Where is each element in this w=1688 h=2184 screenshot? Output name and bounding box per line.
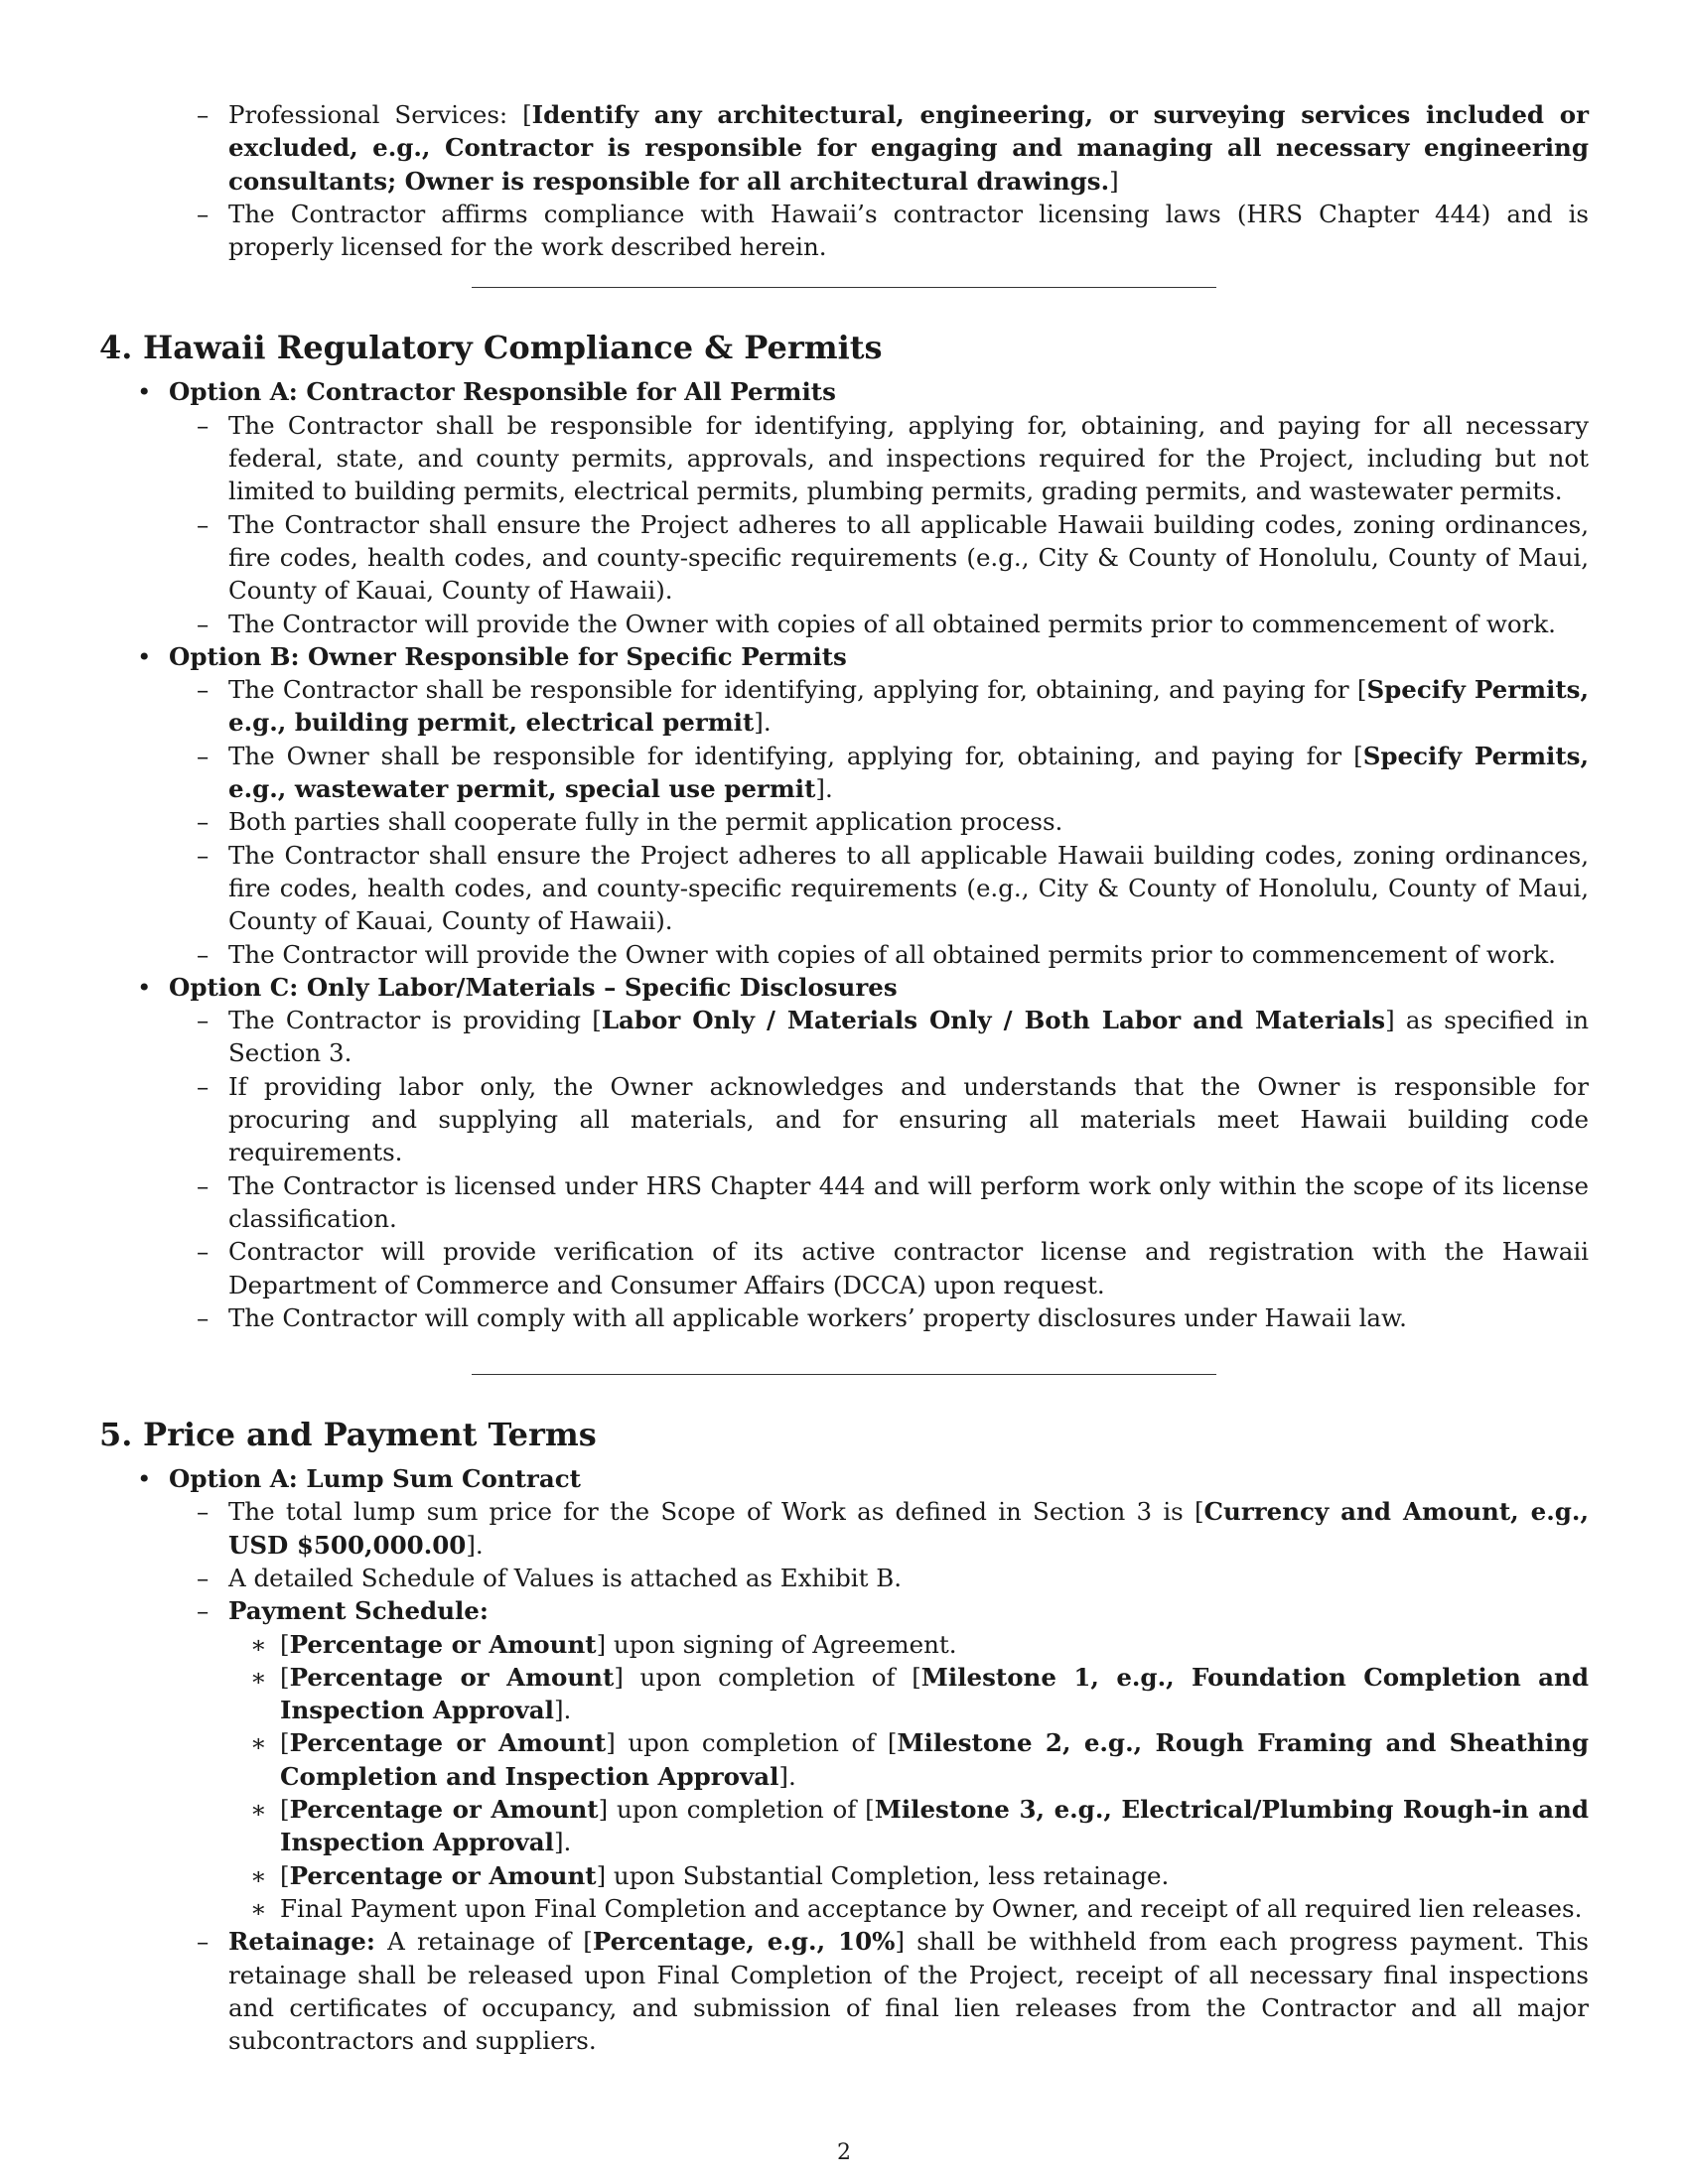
schedule-item: ∗ [Percentage or Amount] upon completion of [Milestone 3, e.g., Electrical/Plumbing Rough-in and Inspection Approval]. [250, 1795, 1590, 1857]
list-item: – The Contractor affirms compliance with Hawaii’s contractor licensing laws (HRS Chapter 444) and is properly licensed for the work described herein. [197, 199, 1589, 262]
divider [472, 287, 1216, 288]
list-item: – Retainage: A retainage of [Percentage, e.g., 10%] shall be withheld from each progress payment. This retainage shall be released upon Final Completion of the Project, receipt of all necessary final inspections and certificates of occupancy, and submission of final lien releases from the Contractor and all major subcontractors and suppliers. [197, 1927, 1589, 2056]
option-item: • Option C: Only Labor/Materials – Specific Disclosures – The Contractor is providing [Labor Only / Materials Only / Both Labor and Materials] as specified in Section 3. – If providing labor only, the Owner acknowledges and understands that the Owner is responsible for procuring and supplying all materials, and for ensuring all materials meet Hawaii building code requirements. – The Contractor is licensed under HRS Chapter 444 and will perform work only within the scope of its license classification. – Contractor will provide verification of its active contractor license and registration with the Hawaii Department of Commerce and Consumer Affairs (DCCA) upon request. – The Contractor will comply with all applicable workers’ property disclosures under Hawaii law. [99, 971, 1589, 1334]
section4-options [99, 375, 1589, 1334]
page-number: 2 [837, 2140, 851, 2165]
schedule-item: ∗ [Percentage or Amount] upon signing of Agreement. [250, 1629, 957, 1659]
schedule-item: ∗ Final Payment upon Final Completion and acceptance by Owner, and receipt of all required lien releases. [250, 1893, 1583, 1923]
list-item: – The Contractor will comply with all applicable workers’ property disclosures under Hawaii law. [197, 1302, 1407, 1332]
list-item: – Professional Services: [Identify any architectural, engineering, or surveying services included or excluded, e.g., Contractor is responsible for engaging and managing all necessary engineering consultants; Owner is responsible for all architectural drawings.] [197, 100, 1589, 196]
section3-continuation [99, 98, 1589, 263]
section-heading: 5. Price and Payment Terms [99, 1416, 597, 1454]
list-item: – The Owner shall be responsible for identifying, applying for, obtaining, and paying for [Specify Permits, e.g., wastewater permit, special use permit]. [197, 741, 1589, 804]
list-item: – If providing labor only, the Owner acknowledges and understands that the Owner is responsible for procuring and supplying all materials, and for ensuring all materials meet Hawaii building code requirements. [197, 1071, 1589, 1167]
schedule-item: ∗ [Percentage or Amount] upon completion of [Milestone 1, e.g., Foundation Completion and Inspection Approval]. [250, 1662, 1589, 1725]
divider [472, 1374, 1216, 1375]
list-item: – The Contractor shall be responsible for identifying, applying for, obtaining, and paying for [Specify Permits, e.g., building permit, electrical permit]. [197, 675, 1589, 738]
page-content [99, 98, 1589, 2057]
list-item: – The Contractor will provide the Owner with copies of all obtained permits prior to commencement of work. [197, 609, 1556, 638]
schedule-item: ∗ [Percentage or Amount] upon Substantial Completion, less retainage. [250, 1860, 1170, 1890]
list-item: – The Contractor shall ensure the Project adheres to all applicable Hawaii building codes, zoning ordinances, fire codes, health codes, and county-specific requirements (e.g., City & County of Honolulu, County of Maui, County of Kauai, County of Hawaii). [197, 509, 1589, 606]
section-heading: 4. Hawaii Regulatory Compliance & Permits [99, 329, 883, 367]
list-item: – Payment Schedule: ∗ [Percentage or Amount] upon signing of Agreement. ∗ [Percentage or Amount] upon completion of [Milestone 1, e.g., Foundation Completion and Inspection Approval]. ∗ [Percentage or Amount] upon completion of [Milestone 2, e.g., Rough Framing and Sheathing Completion and Inspection Approval]. ∗ [Percentage or Amount] upon completion of [Milestone 3, e.g., Electrical/Plumbing Rough-in and Inspection Approval]. ∗ [Percentage or Amount] upon Substantial Completion, less retainage. ∗ Final Payment upon Final Completion and acceptance by Owner, and receipt of all required lien releases. [169, 1594, 1589, 1925]
list-item: – The Contractor shall be responsible for identifying, applying for, obtaining, and paying for all necessary federal, state, and county permits, approvals, and inspections required for the Project, including but not limited to building permits, electrical permits, plumbing permits, grading permits, and wastewater permits. [197, 410, 1589, 506]
list-item: – The total lump sum price for the Scope of Work as defined in Section 3 is [Currency and Amount, e.g., USD $500,000.00]. [197, 1497, 1589, 1560]
list-item: – A detailed Schedule of Values is attached as Exhibit B. [197, 1563, 903, 1592]
option-item: • Option A: Lump Sum Contract – The total lump sum price for the Scope of Work as defined in Section 3 is [Currency and Amount, e.g., USD $500,000.00]. – A detailed Schedule of Values is attached as Exhibit B. – Payment Schedule: ∗ [Percentage or Amount] upon signing of Agreement. ∗ [Percentage or Amount] upon completion of [Milestone 1, e.g., Foundation Completion and Inspection Approval]. ∗ [Percentage or Amount] upon completion of [Milestone 2, e.g., Rough Framing and Sheathing Completion and Inspection Approval]. ∗ [Percentage or Amount] upon completion of [Milestone 3, e.g., Electrical/Plumbing Rough-in and Inspection Approval]. ∗ [Percentage or Amount] upon Substantial Completion, less retainage. ∗ Final Payment upon Final Completion and acceptance by Owner, and receipt of all required lien releases. – Retainage: A retainage of [Percentage, e.g., 10%] shall be withheld from each progress payment. This retainage shall be released upon Final Completion of the Project, receipt of all necessary final inspections and certificates of occupancy, and submission of final lien releases from the Contractor and all major subcontractors and suppliers. [99, 1462, 1589, 2057]
list-item: – The Contractor shall ensure the Project adheres to all applicable Hawaii building codes, zoning ordinances, fire codes, health codes, and county-specific requirements (e.g., City & County of Honolulu, County of Maui, County of Kauai, County of Hawaii). [197, 840, 1589, 936]
payment-schedule [228, 1628, 1589, 1926]
option-item: • Option A: Contractor Responsible for All Permits – The Contractor shall be responsible for identifying, applying for, obtaining, and paying for all necessary federal, state, and county permits, approvals, and inspections required for the Project, including but not limited to building permits, electrical permits, plumbing permits, grading permits, and wastewater permits. – The Contractor shall ensure the Project adheres to all applicable Hawaii building codes, zoning ordinances, fire codes, health codes, and county-specific requirements (e.g., City & County of Honolulu, County of Maui, County of Kauai, County of Hawaii). – The Contractor will provide the Owner with copies of all obtained permits prior to commencement of work. [99, 375, 1589, 639]
option-item: • Option B: Owner Responsible for Specific Permits – The Contractor shall be responsible for identifying, applying for, obtaining, and paying for [Specify Permits, e.g., building permit, electrical permit]. – The Owner shall be responsible for identifying, applying for, obtaining, and paying for [Specify Permits, e.g., wastewater permit, special use permit]. – Both parties shall cooperate fully in the permit application process. – The Contractor shall ensure the Project adheres to all applicable Hawaii building codes, zoning ordinances, fire codes, health codes, and county-specific requirements (e.g., City & County of Honolulu, County of Maui, County of Kauai, County of Hawaii). – The Contractor will provide the Owner with copies of all obtained permits prior to commencement of work. [99, 640, 1589, 971]
list-item: – The Contractor is licensed under HRS Chapter 444 and will perform work only within the scope of its license classification. [197, 1170, 1589, 1233]
list-item: – Both parties shall cooperate fully in the permit application process. [197, 807, 1063, 837]
list-item: – Contractor will provide verification of its active contractor license and registration with the Hawaii Department of Commerce and Consumer Affairs (DCCA) upon request. [197, 1237, 1589, 1299]
list-item: – The Contractor is providing [Labor Only / Materials Only / Both Labor and Materials] as specified in Section 3. [197, 1006, 1589, 1068]
schedule-item: ∗ [Percentage or Amount] upon completion of [Milestone 2, e.g., Rough Framing and Sheathing Completion and Inspection Approval]. [250, 1728, 1589, 1791]
list-item: – The Contractor will provide the Owner with copies of all obtained permits prior to commencement of work. [197, 939, 1556, 969]
section5-options [99, 1462, 1589, 2057]
